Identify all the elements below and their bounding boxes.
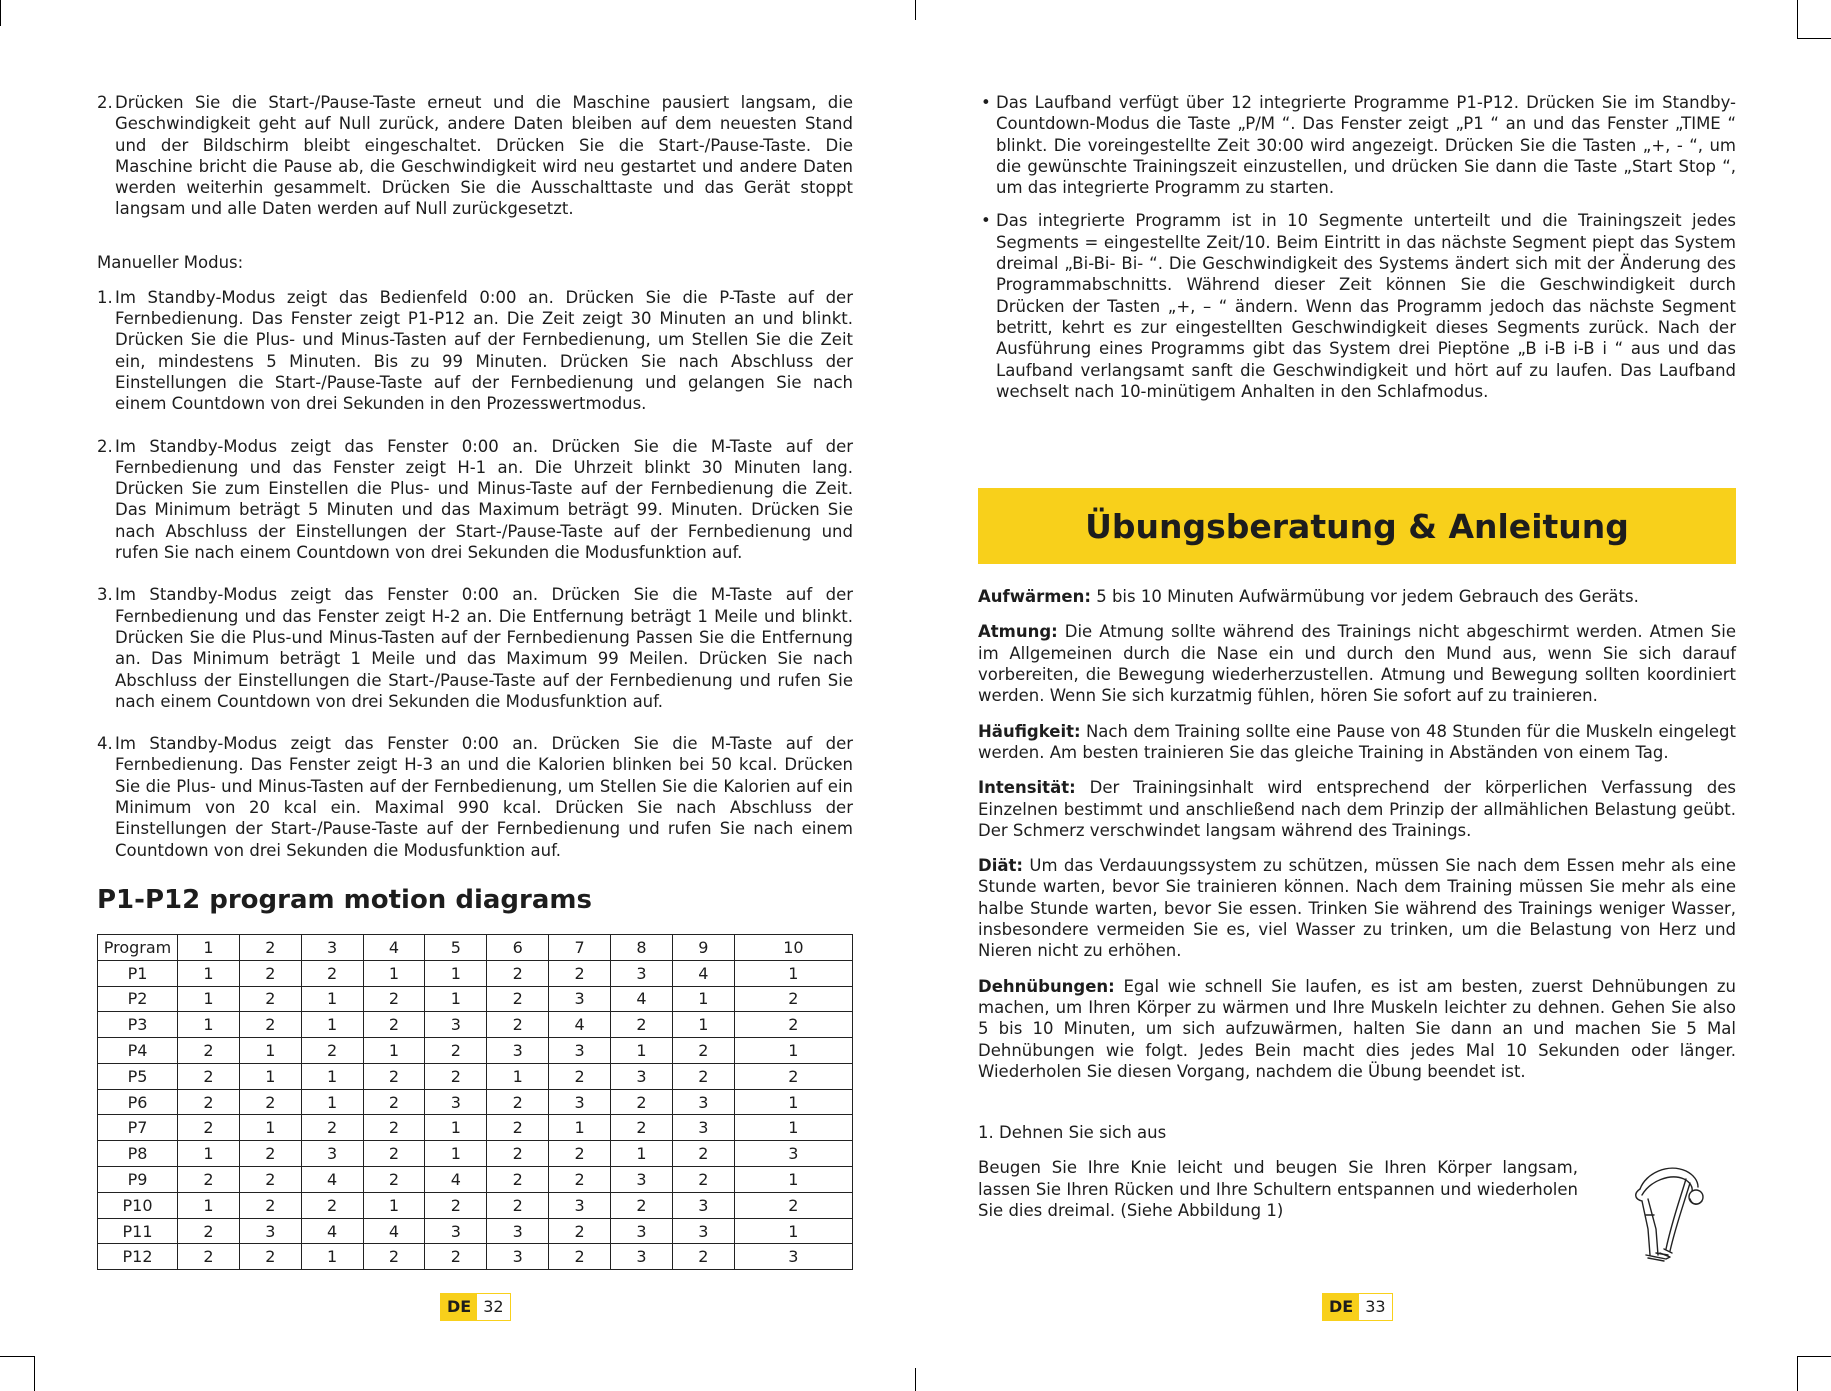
table-cell: 1: [178, 986, 240, 1012]
table-cell: P8: [98, 1141, 178, 1167]
table-cell: 1: [734, 1038, 852, 1064]
table-header-cell: 6: [487, 934, 549, 960]
language-label: DE: [441, 1294, 477, 1320]
forward-bend-stretch-figure-icon: [1620, 1159, 1708, 1263]
table-cell: 2: [363, 1115, 425, 1141]
table-row: [98, 1063, 853, 1089]
table-cell: 2: [239, 1192, 301, 1218]
manual-mode-heading: Manueller Modus:: [97, 252, 244, 272]
stretch-block: [978, 1157, 1736, 1263]
table-cell: 2: [178, 1218, 240, 1244]
program-info-list: [978, 92, 1736, 402]
table-cell: 2: [611, 1192, 673, 1218]
table-cell: P7: [98, 1115, 178, 1141]
table-cell: 3: [549, 1089, 611, 1115]
table-row: [98, 1141, 853, 1167]
table-cell: 2: [672, 1167, 734, 1193]
list-marker: 3.: [97, 585, 113, 605]
list-item-text: Im Standby-Modus zeigt das Fenster 0:00 an. Drücken Sie die M-Taste auf der Fernbedienung und das Fenster zeigt H-2 an. Die Entfernung beträgt 1 Meile und blinkt. Drücken Sie die Plus-und Minus-Tasten auf der Fernbedienung Passen Sie die Entfernung an. Das Minimum beträgt 1 Meile und das Maximum 99 Meilen. Drücken Sie nach Abschluss der Einstellungen die Start-/Pause-Taste auf der Fernbedienung und rufen Sie nach einem Countdown von drei Sekunden die Modusfunktion auf.: [115, 585, 853, 711]
list-item-text: Drücken Sie die Start-/Pause-Taste erneut und die Maschine pausiert langsam, die Geschwindigkeit geht auf Null zurück, andere Daten bleiben auf dem neuesten Stand und der Bildschirm bleibt eingeschaltet. Drücken Sie die Start-/Pause-Taste. Die Maschine bricht die Pause ab, die Geschwindigkeit wird neu gestartet und andere Daten werden weiterhin gesammelt. Drücken Sie die Ausschalttaste und das Gerät stoppt langsam und alle Daten werden auf Null zurückgesetzt.: [115, 93, 853, 219]
table-cell: 3: [487, 1038, 549, 1064]
table-cell: P1: [98, 960, 178, 986]
table-cell: 3: [425, 1218, 487, 1244]
table-cell: 2: [611, 1089, 673, 1115]
table-cell: 3: [425, 1012, 487, 1038]
table-cell: 1: [239, 1115, 301, 1141]
table-cell: P11: [98, 1218, 178, 1244]
table-cell: 2: [734, 986, 852, 1012]
table-cell: 2: [672, 1038, 734, 1064]
advice-paragraph: [978, 976, 1736, 1082]
advice-paragraph: [978, 586, 1736, 607]
table-cell: 2: [239, 1244, 301, 1270]
page-number: 33: [1359, 1294, 1391, 1320]
table-header-cell: 5: [425, 934, 487, 960]
table-cell: 2: [178, 1038, 240, 1064]
table-cell: 1: [672, 1012, 734, 1038]
table-cell: 2: [611, 1012, 673, 1038]
table-cell: 2: [178, 1115, 240, 1141]
table-title: P1-P12 program motion diagrams: [97, 884, 592, 915]
advice-paragraph: [978, 855, 1736, 961]
table-cell: 2: [363, 986, 425, 1012]
advice-label: Atmung:: [978, 622, 1058, 642]
table-cell: 1: [672, 986, 734, 1012]
table-cell: 2: [178, 1063, 240, 1089]
table-cell: 4: [301, 1167, 363, 1193]
list-item: [97, 733, 853, 861]
table-row: [98, 1167, 853, 1193]
table-cell: 1: [178, 1012, 240, 1038]
table-cell: 2: [672, 1244, 734, 1270]
table-cell: P6: [98, 1089, 178, 1115]
table-cell: 2: [549, 1063, 611, 1089]
table-cell: 1: [239, 1063, 301, 1089]
table-cell: 2: [487, 960, 549, 986]
advice-label: Intensität:: [978, 778, 1076, 798]
crop-mark: [915, 1368, 916, 1391]
bullet-marker: •: [981, 211, 991, 231]
table-cell: 1: [363, 960, 425, 986]
table-cell: 3: [734, 1244, 852, 1270]
list-item: [97, 584, 853, 712]
list-item: [97, 92, 853, 220]
table-row: [98, 986, 853, 1012]
advice-text: Egal wie schnell Sie laufen, es ist am besten, zuerst Dehnübungen zu machen, um Ihren Körper zu wärmen und Ihre Muskeln leichter zu dehnen. Gehen Sie also 5 bis 10 Minuten, um sich aufzuwärmen, halten Sie dann an und machen Sie 5 Mal Dehnübungen wie folgt. Jedes Bein macht dies jedes Mal 10 Sekunden oder länger. Wiederholen Sie diesen Vorgang, nachdem die Übung beendet ist.: [978, 976, 1736, 1081]
table-cell: 2: [425, 1192, 487, 1218]
table-cell: 2: [239, 986, 301, 1012]
table-cell: P12: [98, 1244, 178, 1270]
table-cell: 2: [178, 1089, 240, 1115]
table-cell: 2: [487, 1141, 549, 1167]
table-cell: 2: [425, 1063, 487, 1089]
table-cell: 3: [672, 1115, 734, 1141]
table-row: [98, 1089, 853, 1115]
table-cell: 2: [239, 1089, 301, 1115]
table-cell: 2: [549, 1218, 611, 1244]
crop-mark: [34, 1356, 35, 1391]
table-cell: 1: [239, 1038, 301, 1064]
table-cell: 4: [672, 960, 734, 986]
table-cell: 2: [239, 1012, 301, 1038]
table-cell: 2: [178, 1167, 240, 1193]
table-row: [98, 1038, 853, 1064]
table-cell: 2: [549, 960, 611, 986]
table-cell: 2: [487, 1192, 549, 1218]
table-cell: 1: [734, 960, 852, 986]
table-cell: 2: [363, 1167, 425, 1193]
table-header-cell: 9: [672, 934, 734, 960]
table-row: [98, 960, 853, 986]
table-cell: 2: [487, 1089, 549, 1115]
list-marker: 1.: [97, 287, 113, 307]
table-header-cell: 8: [611, 934, 673, 960]
list-item-text: Das integrierte Programm ist in 10 Segmente unterteilt und die Trainingszeit jedes Segments = eingestellte Zeit/10. Beim Eintritt in das nächste Segment piept das System dreimal „Bi-Bi- Bi- “. Die Geschwindigkeit des Systems ändert sich mit der Änderung des Programmabschnitts. Während dieser Zeit können Sie die Geschwindigkeit durch Drücken der Tasten „+, – “ ändern. Wenn das Programm jedoch das nächste Segment betritt, kehrt es zur eingestellten Geschwindigkeit dieses Segments zurück. Nach der Ausführung eines Programms gibt das System drei Pieptöne „B i-B i-B i “ aus und das Laufband verlangsamt sanft die Geschwindigkeit und hört auf zu laufen. Das Laufband wechselt nach 10-minütigem Anhalten in den Schlafmodus.: [996, 211, 1736, 401]
table-cell: P10: [98, 1192, 178, 1218]
intro-list: [97, 92, 853, 220]
table-cell: 2: [363, 1089, 425, 1115]
table-cell: 3: [611, 1063, 673, 1089]
table-cell: 2: [487, 986, 549, 1012]
table-header-cell: 1: [178, 934, 240, 960]
advice-label: Häufigkeit:: [978, 721, 1081, 741]
table-cell: 1: [425, 986, 487, 1012]
manual-mode-list: [97, 287, 853, 861]
table-cell: P9: [98, 1167, 178, 1193]
table-cell: 2: [549, 1244, 611, 1270]
table-cell: 3: [549, 1192, 611, 1218]
table-cell: 2: [363, 1012, 425, 1038]
advice-section: [978, 586, 1736, 1082]
table-cell: 2: [301, 1192, 363, 1218]
table-cell: 2: [487, 1115, 549, 1141]
table-cell: 2: [363, 1141, 425, 1167]
table-cell: 3: [611, 1218, 673, 1244]
advice-text: Um das Verdauungssystem zu schützen, müssen Sie nach dem Essen mehr als eine Stunde warten, bevor Sie trainieren können. Nach dem Training müssen Sie mehr als eine halbe Stunde warten, bevor Sie essen. Trinken Sie während des Trainings weniger Wasser, insbesondere vermeiden Sie es, viel Wasser zu trinken, um die Belastung von Herz und Nieren nicht zu erhöhen.: [978, 856, 1736, 961]
table-cell: 1: [301, 1244, 363, 1270]
table-cell: 2: [239, 960, 301, 986]
advice-label: Diät:: [978, 856, 1023, 876]
table-cell: P2: [98, 986, 178, 1012]
table-header-cell: 3: [301, 934, 363, 960]
advice-text: Nach dem Training sollte eine Pause von 48 Stunden für die Muskeln eingelegt werden. Am besten trainieren Sie das gleiche Training in Abständen von einem Tag.: [978, 721, 1736, 762]
table-cell: 3: [549, 986, 611, 1012]
section-banner: [978, 488, 1736, 564]
list-item-text: Das Laufband verfügt über 12 integrierte Programme P1-P12. Drücken Sie im Standby-Countdown-Modus die Taste „P/M “. Das Fenster zeigt „P1 “ an und das Fenster „TIME “ blinkt. Die voreingestellte Zeit 30:00 wird angezeigt. Drücken Sie die Tasten „+, - “, um die gewünschte Trainingszeit einzustellen, und drücken Sie dann die Taste „Start Stop “, um das integrierte Programm zu starten.: [996, 93, 1736, 198]
bullet-marker: •: [981, 93, 991, 112]
table-cell: 1: [611, 1038, 673, 1064]
table-cell: 1: [178, 1141, 240, 1167]
table-cell: 1: [549, 1115, 611, 1141]
advice-text: Die Atmung sollte während des Trainings nicht abgeschirmt werden. Atmen Sie im Allgemeinen durch die Nase ein und durch den Mund aus, wenn Sie sich darauf vorbereiten, die Bewegung wiederherzustellen. Atmung und Bewegung sollten koordiniert werden. Wenn Sie sich kurzatmig fühlen, hören Sie sofort auf zu trainieren.: [978, 622, 1736, 706]
table-cell: 2: [487, 1167, 549, 1193]
table-cell: 1: [734, 1115, 852, 1141]
crop-mark: [0, 0, 1, 26]
list-item: [97, 436, 853, 564]
advice-label: Aufwärmen:: [978, 587, 1091, 607]
table-cell: 3: [239, 1218, 301, 1244]
table-cell: 3: [611, 1244, 673, 1270]
table-cell: 1: [301, 1063, 363, 1089]
table-cell: 4: [611, 986, 673, 1012]
list-item: [978, 92, 1736, 198]
table-cell: 2: [549, 1167, 611, 1193]
table-cell: 3: [611, 1167, 673, 1193]
table-cell: 2: [239, 1167, 301, 1193]
table-cell: 1: [178, 960, 240, 986]
table-cell: 4: [425, 1167, 487, 1193]
table-cell: P5: [98, 1063, 178, 1089]
table-cell: 2: [734, 1012, 852, 1038]
table-cell: 2: [734, 1192, 852, 1218]
crop-mark: [915, 0, 916, 20]
table-cell: 2: [363, 1244, 425, 1270]
table-cell: 2: [301, 1038, 363, 1064]
table-header-cell: Program: [98, 934, 178, 960]
table-cell: 3: [425, 1089, 487, 1115]
table-cell: 3: [734, 1141, 852, 1167]
table-cell: 1: [425, 1141, 487, 1167]
program-table: [97, 934, 853, 1270]
table-cell: 3: [672, 1089, 734, 1115]
stretch-text: Beugen Sie Ihre Knie leicht und beugen Sie Ihren Körper langsam, lassen Sie Ihren Rücken und Ihre Schultern entspannen und wiederholen Sie dies dreimal. (Siehe Abbildung 1): [978, 1158, 1578, 1220]
advice-paragraph: [978, 777, 1736, 841]
page-number-badge: [1322, 1293, 1393, 1321]
table-cell: 2: [672, 1141, 734, 1167]
crop-mark: [1797, 1356, 1831, 1357]
crop-mark: [1797, 0, 1798, 38]
advice-paragraph: [978, 721, 1736, 764]
table-cell: 3: [549, 1038, 611, 1064]
table-cell: 4: [363, 1218, 425, 1244]
table-cell: P4: [98, 1038, 178, 1064]
table-cell: 1: [301, 1089, 363, 1115]
table-cell: 4: [549, 1012, 611, 1038]
table-header-cell: 10: [734, 934, 852, 960]
table-row: [98, 1244, 853, 1270]
table-row: [98, 1012, 853, 1038]
table-cell: 3: [487, 1218, 549, 1244]
table-cell: 1: [425, 960, 487, 986]
table-cell: 3: [611, 960, 673, 986]
list-marker: 2.: [97, 93, 113, 112]
list-item-text: Im Standby-Modus zeigt das Bedienfeld 0:00 an. Drücken Sie die P-Taste auf der Fernbedienung. Das Fenster zeigt P1-P12 an. Die Zeit zeigt 30 Minuten an und blinkt. Drücken Sie die Plus- und Minus-Tasten auf der Fernbedienung, um Stellen Sie die Zeit ein, mindestens 5 Minuten. Bis zu 99 Minuten. Drücken Sie nach Abschluss der Einstellungen die Start-/Pause-Taste auf der Fernbedienung und gelangen Sie nach einem Countdown von drei Sekunden in den Prozesswertmodus.: [115, 287, 853, 414]
table-cell: 2: [301, 960, 363, 986]
table-header-cell: 4: [363, 934, 425, 960]
table-cell: 1: [301, 986, 363, 1012]
table-cell: 1: [734, 1167, 852, 1193]
list-item: [97, 287, 853, 415]
table-cell: 2: [734, 1063, 852, 1089]
table-cell: 2: [425, 1244, 487, 1270]
table-cell: 1: [301, 1012, 363, 1038]
table-cell: 1: [363, 1038, 425, 1064]
table-cell: 1: [425, 1115, 487, 1141]
list-item-text: Im Standby-Modus zeigt das Fenster 0:00 an. Drücken Sie die M-Taste auf der Fernbedienung. Das Fenster zeigt H-3 an und die Kalorien blinken bei 50 kcal. Drücken Sie die Plus- und Minus-Tasten auf der Fernbedienung, um Stellen Sie die Kalorien auf ein Minimum von 20 kcal ein. Maximal 990 kcal. Drücken Sie nach Abschluss der Einstellungen der Start-/Pause-Taste auf der Fernbedienung und rufen Sie nach einem Countdown von drei Sekunden die Modusfunktion auf.: [115, 734, 853, 860]
list-item-text: Im Standby-Modus zeigt das Fenster 0:00 an. Drücken Sie die M-Taste auf der Fernbedienung und das Fenster zeigt H-1 an. Die Uhrzeit blinkt 30 Minuten lang. Drücken Sie zum Einstellen die Plus- und Minus-Taste auf der Fernbedienung die Zeit. Das Minimum beträgt 5 Minuten und das Maximum beträgt 99. Minuten. Drücken Sie nach Abschluss der Einstellungen der Start-/Pause-Taste auf der Fernbedienung und rufen Sie nach einem Countdown von drei Sekunden die Modusfunktion auf.: [115, 436, 853, 563]
table-cell: 3: [672, 1192, 734, 1218]
table-cell: 2: [239, 1141, 301, 1167]
table-cell: 2: [425, 1038, 487, 1064]
advice-text: 5 bis 10 Minuten Aufwärmübung vor jedem Gebrauch des Geräts.: [1090, 587, 1639, 607]
table-row: [98, 1115, 853, 1141]
list-marker: 4.: [97, 734, 113, 754]
table-cell: 3: [487, 1244, 549, 1270]
language-label: DE: [1323, 1294, 1359, 1320]
table-row: [98, 1192, 853, 1218]
banner-title: Übungsberatung & Anleitung: [1085, 506, 1629, 546]
crop-mark: [1797, 38, 1831, 39]
table-cell: 1: [734, 1089, 852, 1115]
list-item: [978, 210, 1736, 402]
table-cell: 1: [487, 1063, 549, 1089]
table-header-cell: 2: [239, 934, 301, 960]
table-cell: 1: [363, 1192, 425, 1218]
advice-text: Der Trainingsinhalt wird entsprechend der körperlichen Verfassung des Einzelnen bestimmt und anschließend nach dem Prinzip der allmählichen Belastung geübt. Der Schmerz verschwindet langsam während des Trainings.: [978, 778, 1736, 840]
table-cell: 2: [672, 1063, 734, 1089]
right-page: [978, 0, 1736, 1263]
table-row: [98, 1218, 853, 1244]
table-cell: P3: [98, 1012, 178, 1038]
table-cell: 2: [549, 1141, 611, 1167]
table-cell: 1: [611, 1141, 673, 1167]
table-cell: 1: [178, 1192, 240, 1218]
page-number: 32: [477, 1294, 509, 1320]
table-cell: 2: [178, 1244, 240, 1270]
table-cell: 2: [301, 1115, 363, 1141]
table-cell: 2: [611, 1115, 673, 1141]
table-cell: 2: [487, 1012, 549, 1038]
table-cell: 3: [672, 1218, 734, 1244]
table-body: [98, 960, 853, 1270]
table-cell: 2: [363, 1063, 425, 1089]
list-marker: 2.: [97, 436, 113, 456]
table-cell: 3: [301, 1141, 363, 1167]
left-page: [97, 0, 853, 1270]
stretch-heading: 1. Dehnen Sie sich aus: [978, 1123, 1167, 1143]
crop-mark: [0, 1356, 34, 1357]
crop-mark: [1797, 1356, 1798, 1391]
table-header-cell: 7: [549, 934, 611, 960]
page-number-badge: [440, 1293, 511, 1321]
table-cell: 1: [734, 1218, 852, 1244]
table-header-row: [98, 934, 853, 960]
advice-label: Dehnübungen:: [978, 976, 1115, 996]
table-cell: 4: [301, 1218, 363, 1244]
advice-paragraph: [978, 621, 1736, 706]
